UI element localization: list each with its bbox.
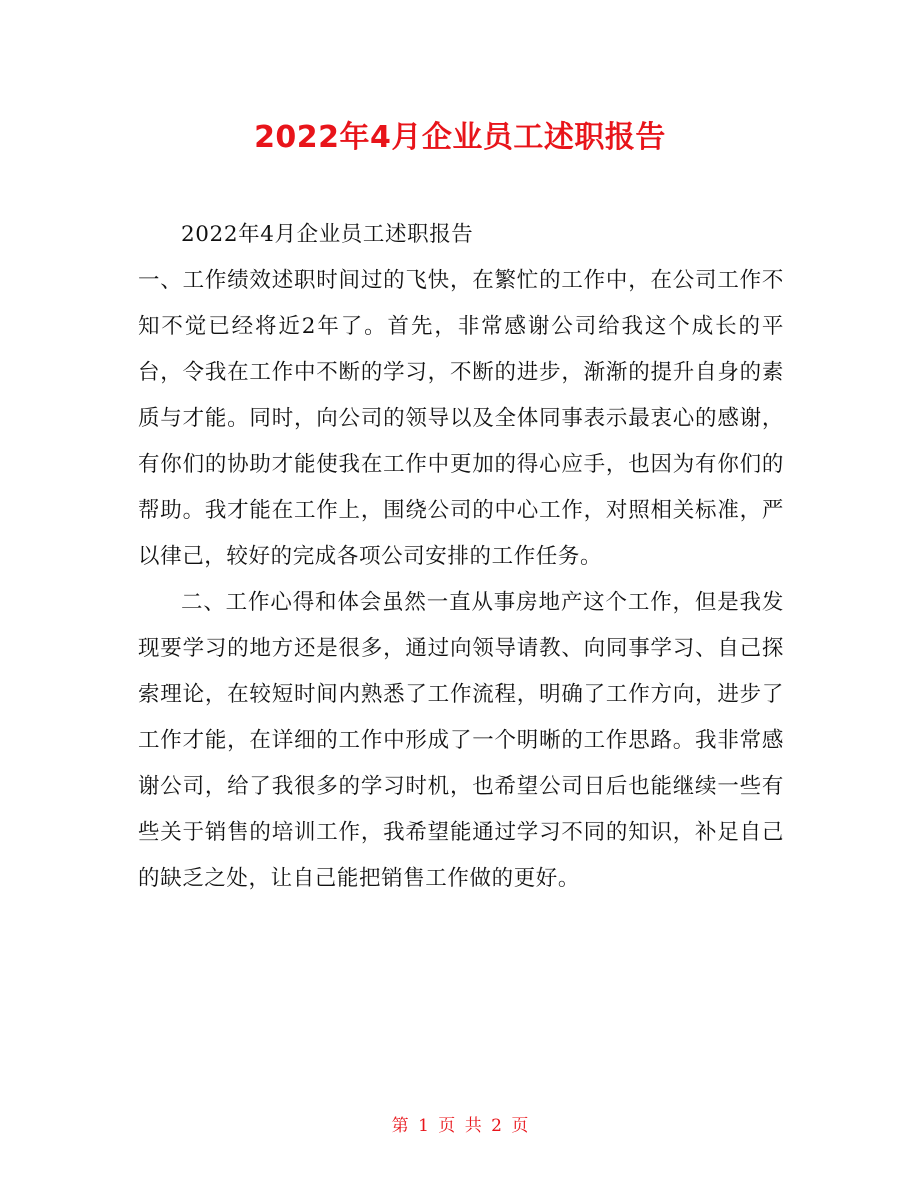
paragraph-section-one: 一、工作绩效述职时间过的飞快，在繁忙的工作中，在公司工作不知不觉已经将近2年了。首先，非常感谢公司给我这个成长的平台，令我在工作中不断的学习，不断的进步，渐渐的提升自身的素质与才能。同时，向公司的领导以及全体同事表示最衷心的感谢，有你们的协助才能使我在工作中更加的得心应手，也因为有你们的帮助。我才能在工作上，围绕公司的中心工作，对照相关标准，严以律己，较好的完成各项公司安排的工作任务。 (138, 268, 784, 569)
document-title: 2022年4月企业员工述职报告 (254, 120, 666, 155)
paragraph-section-two: 二、工作心得和体会虽然一直从事房地产这个工作，但是我发现要学习的地方还是很多，通过向领导请教、向同事学习、自己探索理论，在较短时间内熟悉了工作流程，明确了工作方向，进步了工作才能，在详细的工作中形成了一个明晰的工作思路。我非常感谢公司，给了我很多的学习时机，也希望公司日后也能继续一些有些关于销售的培训工作，我希望能通过学习不同的知识，补足自己的缺乏之处，让自己能把销售工作做的更好。 (138, 590, 784, 891)
document-body (138, 212, 784, 902)
page-number-footer: 第 1 页 共 2 页 (391, 1116, 529, 1136)
paragraph-subtitle: 2022年4月企业员工述职报告 (181, 222, 474, 247)
